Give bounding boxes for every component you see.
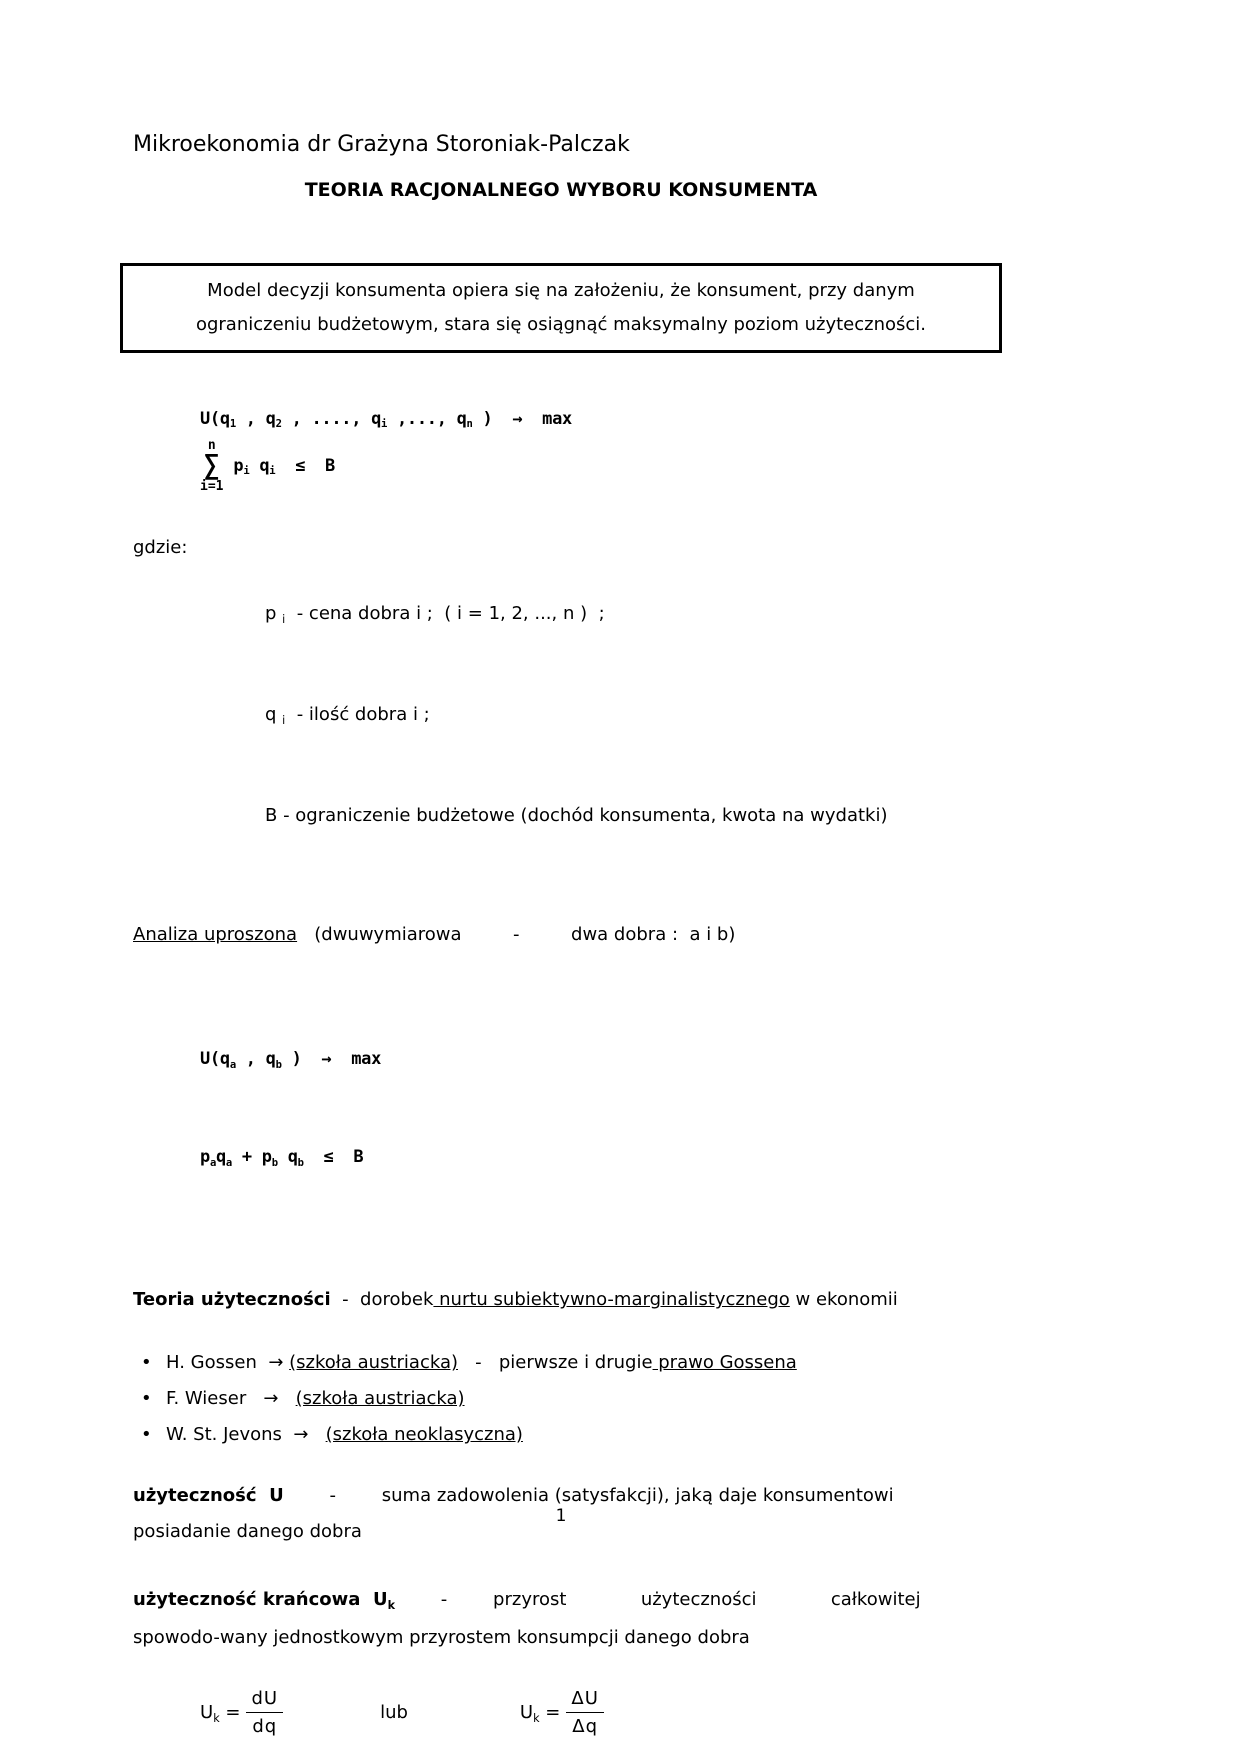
sum-symbol [200,439,223,493]
marginal-utility-delta-formula [520,1688,604,1737]
bullet-icon: • [141,1352,152,1374]
marginal-utility-term-subscript: k [387,1598,396,1612]
economist-school: (szkoła austriacka) [289,1352,458,1374]
utility-theory-label: Teoria użyteczności [133,1289,331,1311]
uk-equals: Uk = [200,1702,241,1725]
definition-box [120,263,1002,353]
list-item [141,1424,989,1446]
fraction-denominator: dq [252,1716,278,1738]
delta-fraction [566,1688,604,1737]
section-heading: TEORIA RACJONALNEGO WYBORU KONSUMENTA [304,179,818,201]
economist-school: (szkoła austriacka) [295,1388,465,1410]
quantity-definition: q i - ilość dobra i ; [265,704,430,727]
economist-name: W. St. Jevons [166,1424,294,1446]
marginal-utility-formulas [200,1688,989,1737]
where-label: gdzie: [133,537,188,559]
economists-list [141,1352,989,1446]
marginal-utility-term: użyteczność krańcowa U [133,1589,388,1611]
budget-definition: B - ograniczenie budżetowe (dochód konsumenta, kwota na wydatki) [265,805,888,827]
simplified-analysis-rest: (dwuwymiarowa - dwa dobra : a i b) [297,924,736,946]
list-item-text [166,1388,465,1410]
where-definitions [265,531,888,898]
list-item [141,1352,989,1374]
two-good-utility-formula: U(qa , qb ) → max [200,1049,382,1071]
marginal-utility-paragraph [133,1582,989,1656]
economist-name: H. Gossen [166,1352,269,1374]
economist-school: (szkoła neoklasyczna) [325,1424,523,1446]
utility-definition-text: - suma zadowolenia (satysfakcji), jaką daje konsumentowi [283,1485,894,1507]
utility-theory-line [133,1289,989,1310]
two-good-formulas [200,979,989,1239]
sum-upper-limit: n [207,438,216,453]
sum-lower-limit: i=1 [200,479,224,495]
utility-term: użyteczność U [133,1485,284,1507]
document-content [133,132,989,1737]
list-item-extra: prawo Gossena [652,1352,797,1374]
bullet-icon: • [141,1424,152,1446]
uk-equals: Uk = [519,1702,561,1725]
arrow-icon: → [293,1424,326,1446]
list-item-mid: - pierwsze i drugie [458,1352,653,1374]
utility-max-formula: U(q1 , q2 , ...., qi ,..., qn ) → max [200,409,572,431]
list-item-text [166,1352,797,1374]
fraction-numerator: ΔU [566,1688,604,1713]
marginal-utility-definition-text: - przyrost użyteczności całkowitej [395,1589,921,1611]
or-label: lub [380,1702,408,1724]
marginal-utility-definition-text-line2: spowodo-wany jednostkowym przyrostem konsumpcji danego dobra [133,1627,750,1649]
list-item-text [166,1424,523,1446]
sum-expression: pi qi ≤ B [223,456,335,478]
where-block [133,531,989,898]
two-good-budget-formula: paqa + pb qb ≤ B [200,1147,364,1169]
economist-name: F. Wieser [166,1388,264,1410]
fraction-denominator: Δq [572,1716,599,1738]
arrow-icon: → [268,1352,290,1374]
page-number: 1 [555,1506,567,1526]
document-title: Mikroekonomia dr Grażyna Storoniak-Palczak [133,132,630,157]
price-definition: p i - cena dobra i ; ( i = 1, 2, ..., n ) ; [265,603,605,626]
marginal-utility-derivative-formula [200,1688,283,1737]
utility-theory-underlined: nurtu subiektywno-marginalistycznego [433,1289,790,1311]
derivative-fraction [246,1688,283,1737]
utility-theory-rest: w ekonomii [789,1289,898,1311]
list-item [141,1388,989,1410]
simplified-analysis-line [133,924,989,945]
utility-definition-text-line2: posiadanie danego dobra [133,1521,362,1543]
simplified-analysis-label: Analiza uproszona [133,924,298,946]
sigma-icon: ∑ [203,450,220,481]
arrow-icon: → [263,1388,296,1410]
definition-box-text: Model decyzji konsumenta opiera się na założeniu, że konsument, przy danym ograniczeniu budżetowym, stara się osiągnąć maksymalny poziom użyteczności. [195,280,927,335]
fraction-numerator: dU [246,1688,283,1713]
budget-sum-formula [200,439,989,493]
utility-theory-mid: - dorobek [330,1289,434,1311]
bullet-icon: • [141,1388,152,1410]
